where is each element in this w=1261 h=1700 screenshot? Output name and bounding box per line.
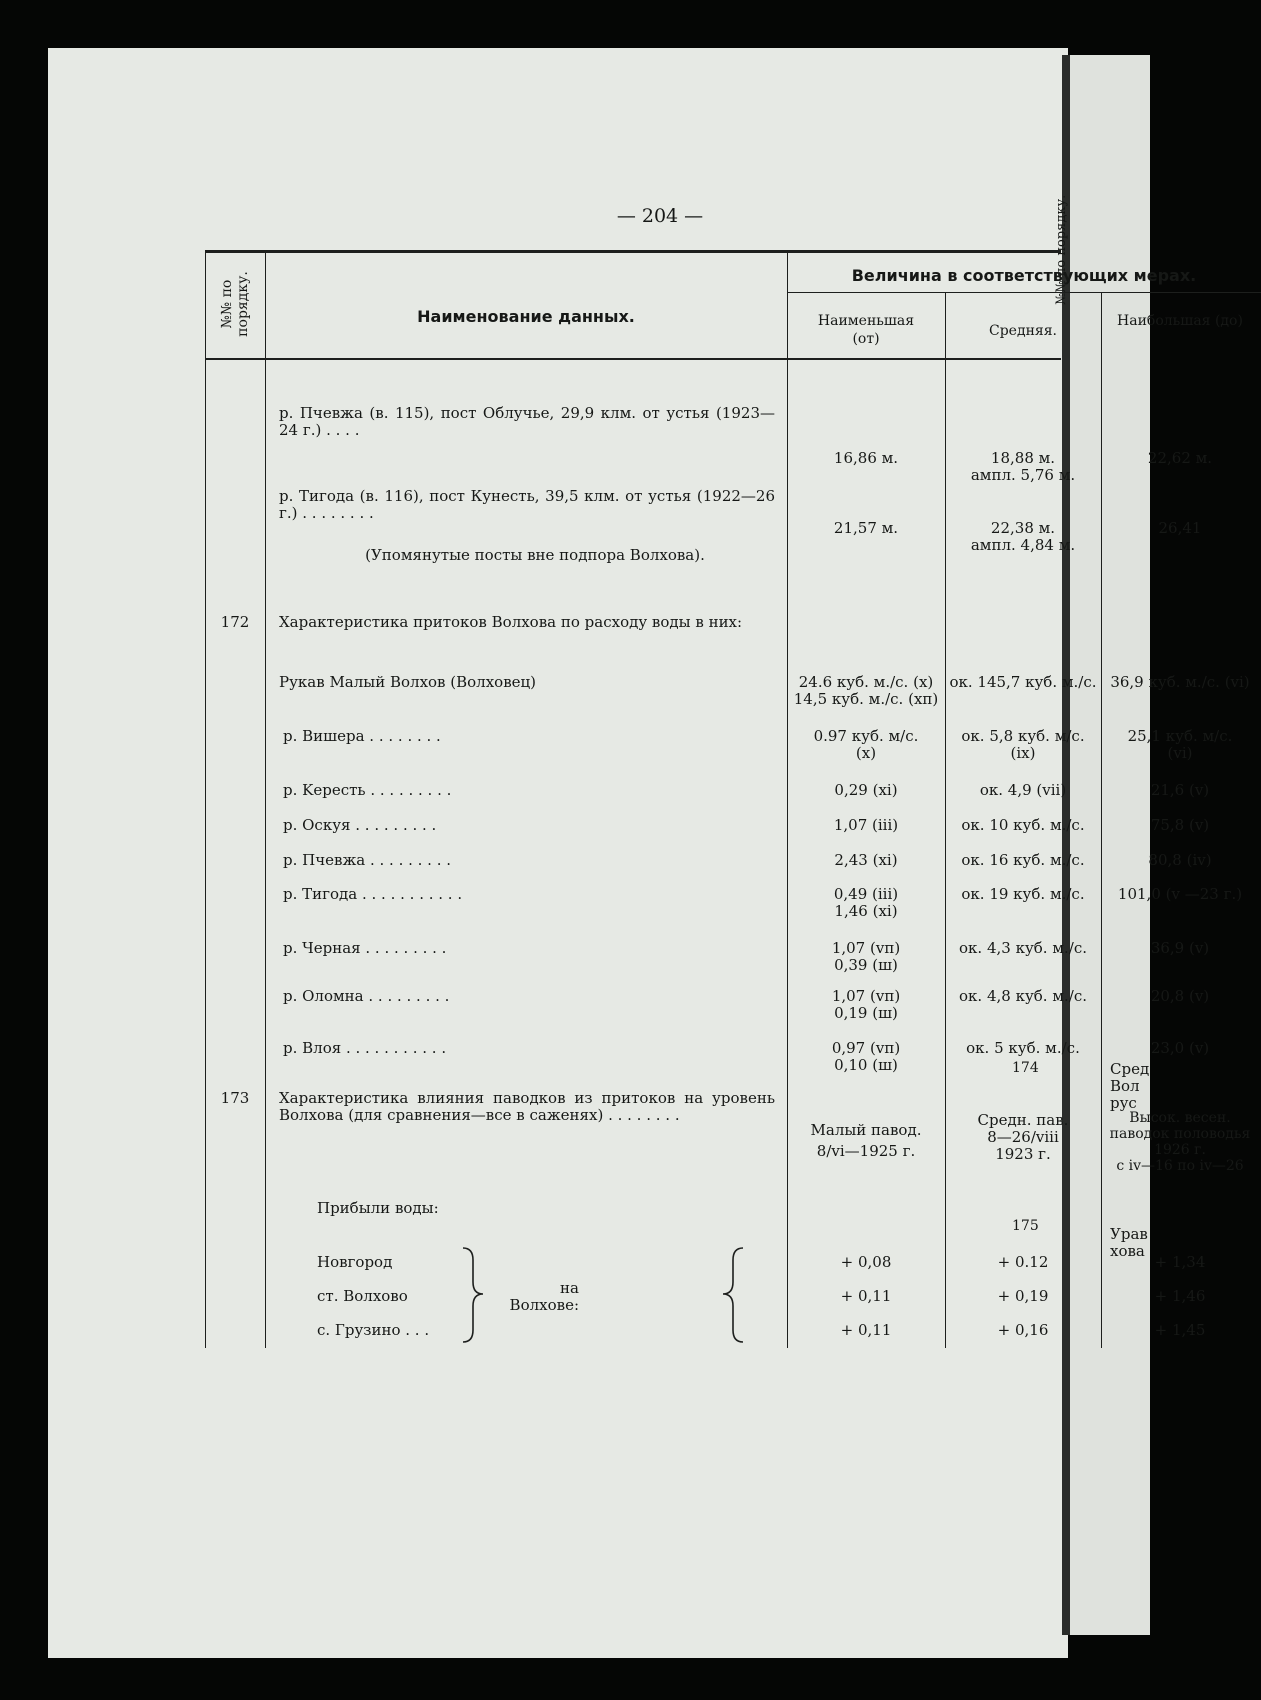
next-page-fragment: хова xyxy=(1110,1242,1145,1260)
left-brace xyxy=(723,1248,743,1342)
row-name: р. Тигода (в. 116), пост Кунесть, 39,5 клм. от устья (1922—26 г.) . . . . . . . . xyxy=(279,487,775,522)
header-max: Наибольшая (до) xyxy=(1117,313,1243,329)
min-column-rule xyxy=(945,292,946,1348)
row-max: 23,0 (v) xyxy=(1150,1039,1210,1057)
name-column-rule xyxy=(787,250,788,1348)
header-min: Наименьшая (от) xyxy=(817,313,915,347)
row-mid: Средн. пав. 8—26/viii 1923 г. xyxy=(977,1111,1069,1163)
row-mid: 18,88 м. ампл. 5,76 м. xyxy=(970,449,1076,484)
row-name: р. Черная . . . . . . . . . xyxy=(283,939,447,957)
row-name: р. Пчевжа (в. 115), пост Облучье, 29,9 клм. от устья (1923—24 г.) . . . . xyxy=(279,404,775,439)
header-group: Величина в соответствующих мерах. xyxy=(851,266,1197,285)
next-page-fragment: Сред xyxy=(1110,1060,1150,1078)
row-min: 21,57 м. xyxy=(833,519,899,537)
row-max: 26,41 xyxy=(1158,519,1202,537)
header-name: Наименование данных. xyxy=(417,307,635,326)
header-bottom-rule xyxy=(205,358,1061,360)
row-max: 80,8 (iv) xyxy=(1148,851,1212,869)
row-min: 0,97 (vп) 0,10 (ш) xyxy=(831,1039,901,1074)
row-mid: + 0,19 xyxy=(997,1287,1049,1305)
row-subheading: Прибыли воды: xyxy=(317,1199,439,1217)
row-mid: ок. 145,7 куб. м./с. xyxy=(949,673,1097,691)
row-mid: + 0,16 xyxy=(997,1321,1049,1339)
row-name: Характеристика влияния паводков из притоков на уровень Волхова (для сравнения—все в саженях) . . . . . . . . xyxy=(279,1089,775,1124)
row-mid: + 0.12 xyxy=(997,1253,1049,1271)
row-mid: ок. 10 куб. м./с. xyxy=(961,816,1085,834)
row-max: + 1,46 xyxy=(1154,1287,1206,1305)
row-min: + 0,11 xyxy=(840,1287,892,1305)
row-mid: ок. 19 куб. м./с. xyxy=(961,885,1085,903)
page-number: — 204 — xyxy=(616,205,704,227)
table-top-rule xyxy=(205,250,1061,253)
row-min: + 0,08 xyxy=(840,1253,892,1271)
row-max: Высок. весен. паводок половодья 1926 г. с iv—16 по iv—26 xyxy=(1109,1110,1251,1174)
row-max: 21,6 (v) xyxy=(1150,781,1210,799)
row-min: 16,86 м. xyxy=(833,449,899,467)
mid-column-rule xyxy=(1101,292,1102,1348)
row-name: с. Грузино . . . xyxy=(317,1321,430,1339)
row-max: 22,62 м. xyxy=(1147,449,1213,467)
row-num: 173 xyxy=(220,1089,250,1107)
table-left-rule xyxy=(205,250,206,1348)
next-page-fragment: рус xyxy=(1110,1094,1137,1112)
row-min: 1,07 (vп) 0,19 (ш) xyxy=(831,987,901,1022)
row-min: 0,49 (iii) 1,46 (xi) xyxy=(833,885,899,920)
row-max: 36,9 куб. м./с. (vi) xyxy=(1110,673,1250,691)
next-page-fragment: Вол xyxy=(1110,1077,1140,1095)
row-max: 101,0 (v —23 г.) xyxy=(1117,885,1243,903)
row-name: Рукав Малый Волхов (Волховец) xyxy=(279,673,537,691)
row-max: 75,8 (v) xyxy=(1150,816,1210,834)
row-mid: ок. 4,3 куб. м./с. xyxy=(959,939,1087,957)
next-page-num-174: 174 xyxy=(1012,1060,1039,1076)
row-min: 2,43 (xi) xyxy=(834,851,898,869)
row-name: Характеристика притоков Волхова по расходу воды в них: xyxy=(279,613,743,631)
row-num: 172 xyxy=(220,613,250,631)
row-min: 24.6 куб. м./с. (x) 14,5 куб. м./с. (xп) xyxy=(793,673,939,708)
next-page-fragment: Урав xyxy=(1110,1225,1148,1243)
row-min: 0,29 (xi) xyxy=(834,781,898,799)
header-num-label: №№ по порядку. xyxy=(219,271,251,337)
row-max: + 1,34 xyxy=(1154,1253,1206,1271)
row-name: р. Влоя . . . . . . . . . . . xyxy=(283,1039,447,1057)
row-min: 1,07 (iii) xyxy=(833,816,899,834)
header-mid: Средняя. xyxy=(988,323,1058,339)
row-min: 1,07 (vп) 0,39 (ш) xyxy=(831,939,901,974)
row-max: + 1,45 xyxy=(1154,1321,1206,1339)
next-page-header-num: №№ по xyxy=(1054,259,1069,305)
row-min: + 0,11 xyxy=(840,1321,892,1339)
row-max: 25,1 куб. м/с. (vi) xyxy=(1127,727,1233,762)
header-num xyxy=(205,250,265,358)
row-max: 20,8 (v) xyxy=(1150,987,1210,1005)
row-name: ст. Волхово xyxy=(317,1287,408,1305)
right-brace xyxy=(463,1248,483,1342)
row-mid: ок. 16 куб. м./с. xyxy=(961,851,1085,869)
row-name: р. Оломна . . . . . . . . . xyxy=(283,987,450,1005)
row-name: р. Пчевжа . . . . . . . . . xyxy=(283,851,452,869)
row-name: р. Вишера . . . . . . . . xyxy=(283,727,441,745)
num-column-rule xyxy=(265,250,266,1348)
row-name: р. Kересть . . . . . . . . . xyxy=(283,781,452,799)
row-min: 0.97 куб. м/с. (x) xyxy=(813,727,919,762)
row-max: 36,9 (v) xyxy=(1150,939,1210,957)
row-name: р. Оскуя . . . . . . . . . xyxy=(283,816,437,834)
row-mid: ок. 5,8 куб. м/с. (ix) xyxy=(961,727,1085,762)
row-note: (Упомянутые посты вне подпора Волхова). xyxy=(365,546,705,564)
row-mid: ок. 4,8 куб. м./с. xyxy=(959,987,1087,1005)
row-min: Малый павод. 8/vi—1925 г. xyxy=(810,1121,922,1160)
row-mid: ок. 4,9 (vii) xyxy=(979,781,1067,799)
row-name: Новгород xyxy=(317,1253,393,1271)
row-mid: ок. 5 куб. м./с. xyxy=(966,1039,1080,1057)
next-page-num-175: 175 xyxy=(1012,1218,1039,1234)
row-mid: 22,38 м. ампл. 4,84 м. xyxy=(970,519,1076,554)
group-header-rule xyxy=(787,292,1261,293)
na-volkhove-label: на Волхове: xyxy=(509,1279,579,1314)
row-name: р. Тигода . . . . . . . . . . . xyxy=(283,885,463,903)
